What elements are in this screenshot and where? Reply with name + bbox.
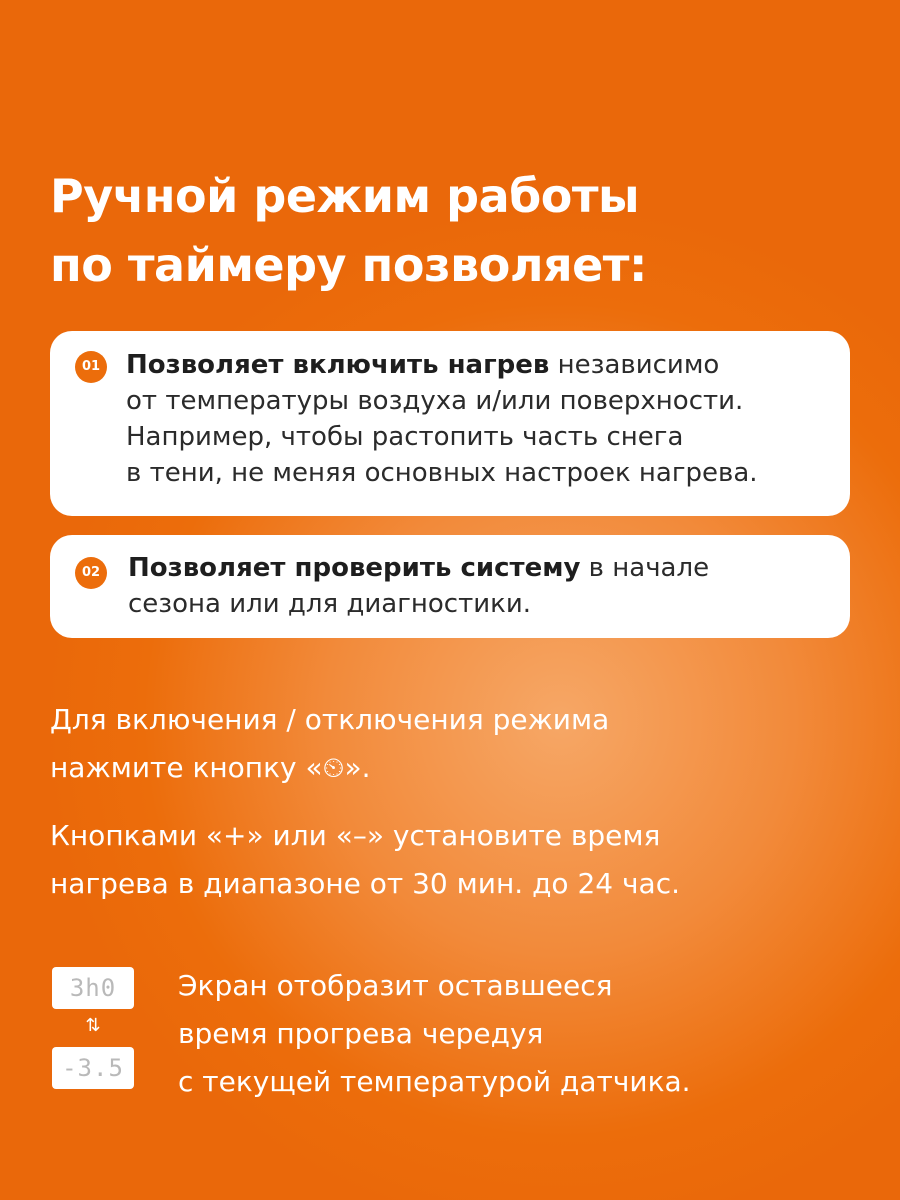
feature-card-1 [50,331,850,516]
swap-arrows-icon: ⇅ [85,1015,101,1036]
instruction-set-time [50,812,870,908]
instruction-toggle-line-2: нажмите кнопку «⏲︎». [50,751,371,784]
card-2-line-2: сезона или для диагностики. [128,589,531,619]
card-1-line-4: в тени, не меняя основных настроек нагрева. [126,458,758,488]
instruction-time-line-2: нагрева в диапазоне от 30 мин. до 24 час. [50,867,680,900]
card-1-rest-text: независимо [549,350,720,380]
card-1-bold-text: Позволяет включить нагрев [126,350,550,380]
display-caption [178,962,878,1106]
card-2-rest-text: в начале [580,553,710,583]
display-time-reading: 3h0 [52,967,134,1009]
card-1-line-2: от температуры воздуха и/или поверхности. [126,386,744,416]
display-caption-line-1: Экран отобразит оставшееся [178,969,613,1002]
number-badge-02: 02 [75,557,107,589]
title-line-1: Ручной режим работы [50,169,640,223]
instruction-time-line-1: Кнопками «+» или «–» установите время [50,819,661,852]
page-title [50,162,870,300]
card-1-line-1 [126,347,850,383]
display-caption-line-3: с текущей температурой датчика. [178,1065,691,1098]
feature-card-2 [50,535,850,638]
number-badge-01: 01 [75,351,107,383]
display-caption-line-2: время прогрева чередуя [178,1017,544,1050]
card-2-bold-text: Позволяет проверить систему [128,553,581,583]
card-2-line-1 [128,550,850,586]
card-1-line-3: Например, чтобы растопить часть снега [126,422,684,452]
display-temperature-reading: -3.5 [52,1047,134,1089]
instruction-toggle [50,696,870,792]
title-line-2: по таймеру позволяет: [50,238,647,292]
instruction-toggle-line-1: Для включения / отключения режима [50,703,610,736]
